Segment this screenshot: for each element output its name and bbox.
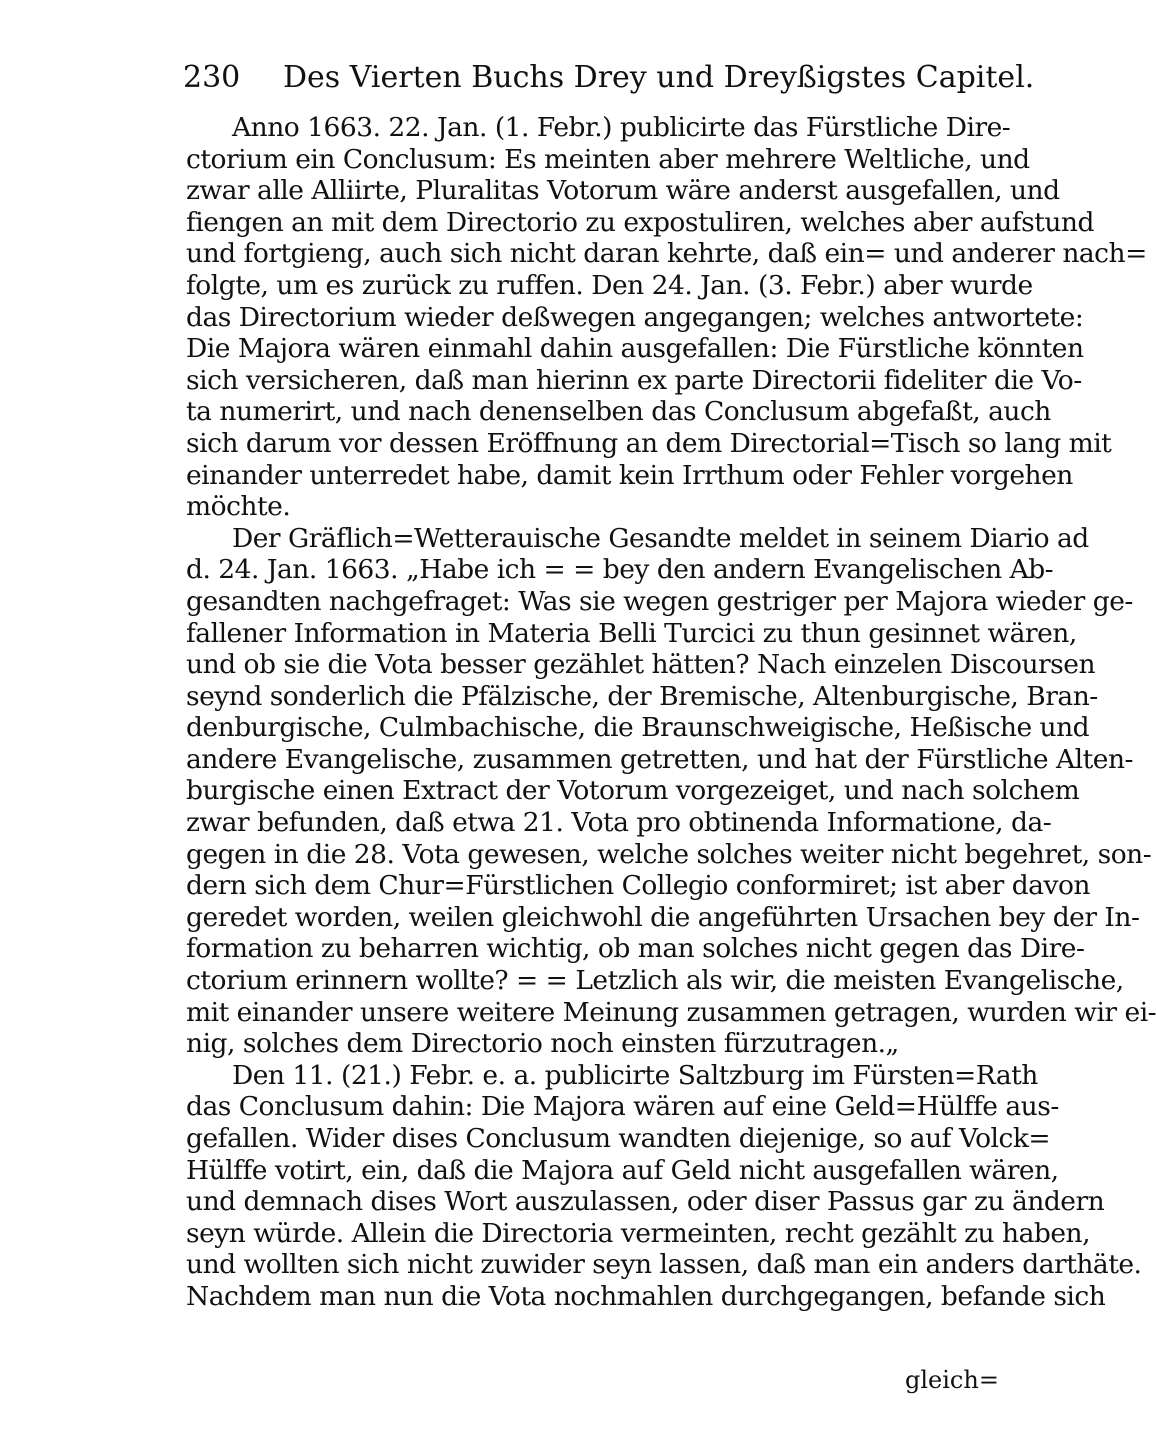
text-line: sich versicheren, daß man hierinn ex parte Directorii fideliter die Vo- (186, 364, 1082, 396)
text-line: Der Gräflich=Wetterauische Gesandte meldet in seinem Diario ad (232, 522, 1089, 554)
text-line: und fortgieng, auch sich nicht daran kehrte, daß ein= und anderer nach= (186, 238, 1147, 270)
text-line: fallener Information in Materia Belli Turcici zu thun gesinnet wären, (186, 617, 1077, 649)
text-line: nig, solches dem Directorio noch einsten fürzutragen.„ (186, 1028, 899, 1060)
text-line: dern sich dem Chur=Fürstlichen Collegio conformiret; ist aber davon (186, 870, 1090, 902)
text-line: ta numerirt, und nach denenselben das Conclusum abgefaßt, auch (186, 396, 1051, 428)
running-title: Des Vierten Buchs Drey und Dreyßigstes Capitel. (283, 60, 1035, 95)
text-line: Nachdem man nun die Vota nochmahlen durchgegangen, befande sich (186, 1280, 1106, 1312)
text-line: d. 24. Jan. 1663. „Habe ich = = bey den andern Evangelischen Ab- (186, 554, 1054, 586)
text-line: folgte, um es zurück zu ruffen. Den 24. Jan. (3. Febr.) aber wurde (186, 269, 1033, 301)
text-line: Den 11. (21.) Febr. e. a. publicirte Saltzburg im Fürsten=Rath (232, 1059, 1038, 1091)
catchword: gleich= (905, 1366, 999, 1394)
text-line: einander unterredet habe, damit kein Irrthum oder Fehler vorgehen (186, 459, 1073, 491)
text-line: gefallen. Wider dises Conclusum wandten diejenige, so auf Volck= (186, 1123, 1051, 1154)
text-line: Anno 1663. 22. Jan. (1. Febr.) publicirte das Fürstliche Dire- (232, 112, 1011, 143)
text-line: fiengen an mit dem Directorio zu expostuliren, welches aber aufstund (186, 206, 1094, 238)
text-line: burgische einen Extract der Votorum vorgezeiget, und nach solchem (186, 775, 1080, 807)
text-line: formation zu beharren wichtig, ob man solches nicht gegen das Dire- (186, 933, 1085, 965)
page-header (183, 58, 1035, 98)
text-line: geredet worden, weilen gleichwohl die angeführten Ursachen bey der In- (186, 901, 1140, 933)
text-line: ctorium erinnern wollte? = = Letzlich als wir, die meisten Evangelische, (186, 965, 1124, 997)
text-line: zwar alle Alliirte, Pluralitas Votorum wäre anderst ausgefallen, und (186, 175, 1060, 207)
body-text (186, 112, 1156, 1313)
text-line: Hülffe votirt, ein, daß die Majora auf Geld nicht ausgefallen wären, (186, 1154, 1059, 1186)
text-line: möchte. (186, 491, 291, 523)
text-line: und wollten sich nicht zuwider seyn lassen, daß man ein anders darthäte. (186, 1249, 1142, 1281)
text-line: zwar befunden, daß etwa 21. Vota pro obtinenda Informatione, da- (186, 807, 1052, 839)
text-line: denburgische, Culmbachische, die Braunschweigische, Heßische und (186, 712, 1090, 744)
page-number: 230 (183, 60, 241, 95)
text-line: seyn würde. Allein die Directoria vermeinten, recht gezählt zu haben, (186, 1217, 1091, 1249)
text-line: und ob sie die Vota besser gezählet hätten? Nach einzelen Discoursen (186, 649, 1096, 681)
text-line: andere Evangelische, zusammen getretten, und hat der Fürstliche Alten- (186, 743, 1134, 775)
text-line: Die Majora wären einmahl dahin ausgefallen: Die Fürstliche könnten (186, 333, 1084, 365)
text-line: ctorium ein Conclusum: Es meinten aber mehrere Weltliche, und (186, 143, 1030, 175)
text-line: das Directorium wieder deßwegen angegangen; welches antwortete: (186, 301, 1084, 333)
text-line: und demnach dises Wort auszulassen, oder diser Passus gar zu ändern (186, 1186, 1105, 1218)
text-line: gegen in die 28. Vota gewesen, welche solches weiter nicht begehret, son- (186, 838, 1152, 870)
text-line: sich darum vor dessen Eröffnung an dem Directorial=Tisch so lang mit (186, 427, 1112, 459)
text-line: gesandten nachgefraget: Was sie wegen gestriger per Majora wieder ge- (186, 585, 1133, 617)
text-line: mit einander unsere weitere Meinung zusammen getragen, wurden wir ei- (186, 996, 1156, 1028)
text-line: das Conclusum dahin: Die Majora wären auf eine Geld=Hülffe aus- (186, 1091, 1059, 1123)
text-line: seynd sonderlich die Pfälzische, der Bremische, Altenburgische, Bran- (186, 680, 1098, 712)
